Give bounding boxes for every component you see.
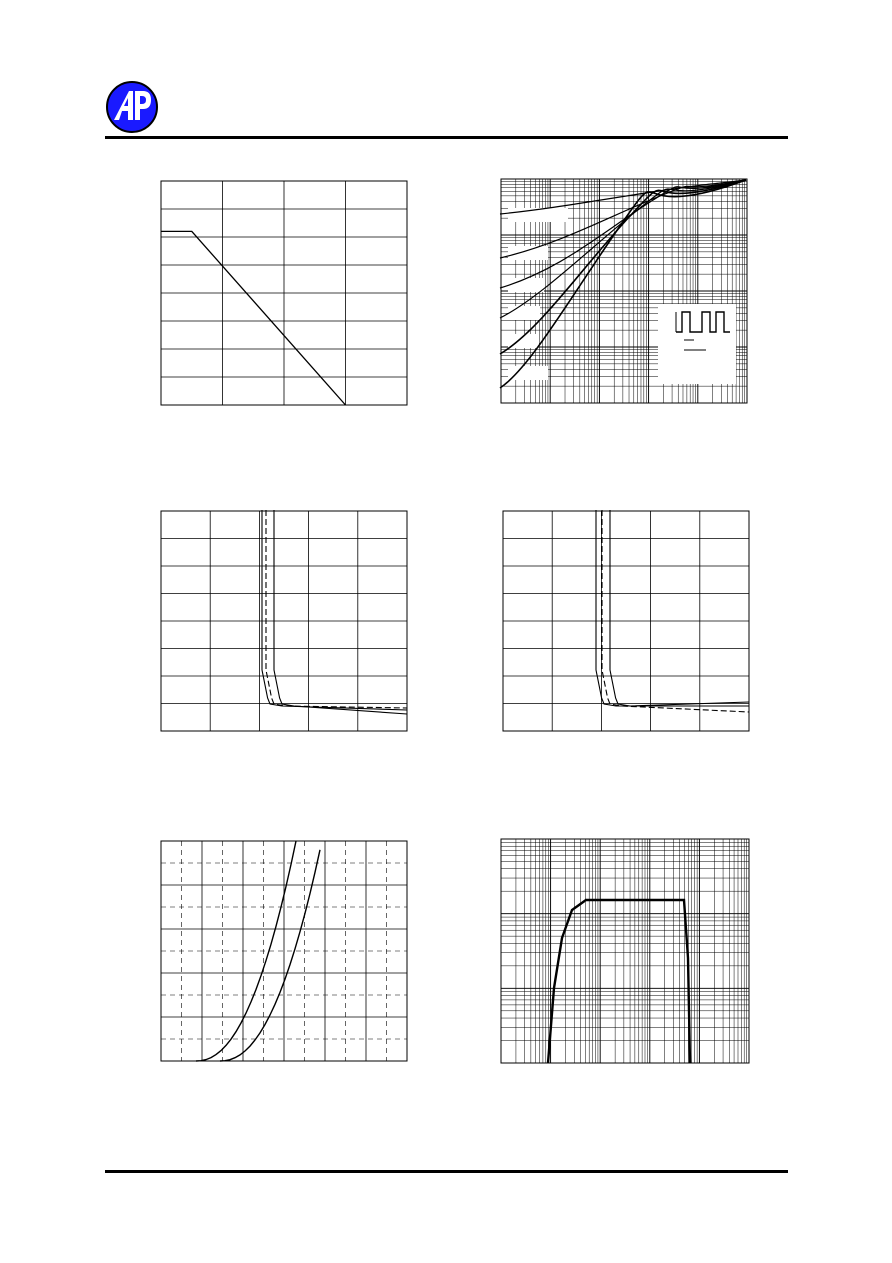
chart-characteristic-2: [502, 510, 750, 732]
series-transfer-2: [220, 850, 320, 1061]
chart-transient-response: [500, 178, 748, 404]
series-boundary: [548, 900, 690, 1063]
chart-transfer: [160, 840, 408, 1062]
header-rule: [105, 136, 788, 139]
series-2: [602, 510, 749, 712]
label-mask: [508, 306, 540, 320]
chart-derating: [160, 180, 408, 406]
series-3: [610, 510, 749, 706]
label-mask: [508, 246, 548, 260]
chart-characteristic-1: [160, 510, 408, 732]
label-mask: [508, 208, 568, 222]
company-logo-icon: [105, 80, 159, 134]
label-mask: [508, 278, 544, 292]
footer-rule: [105, 1170, 788, 1173]
series-2: [266, 510, 407, 708]
series-3: [274, 510, 407, 714]
series-1: [262, 510, 407, 710]
plot-frame: [501, 839, 749, 1063]
chart-log-region: [500, 838, 750, 1064]
series-1: [596, 510, 749, 706]
label-mask: [508, 366, 548, 380]
series-derating: [161, 231, 346, 405]
